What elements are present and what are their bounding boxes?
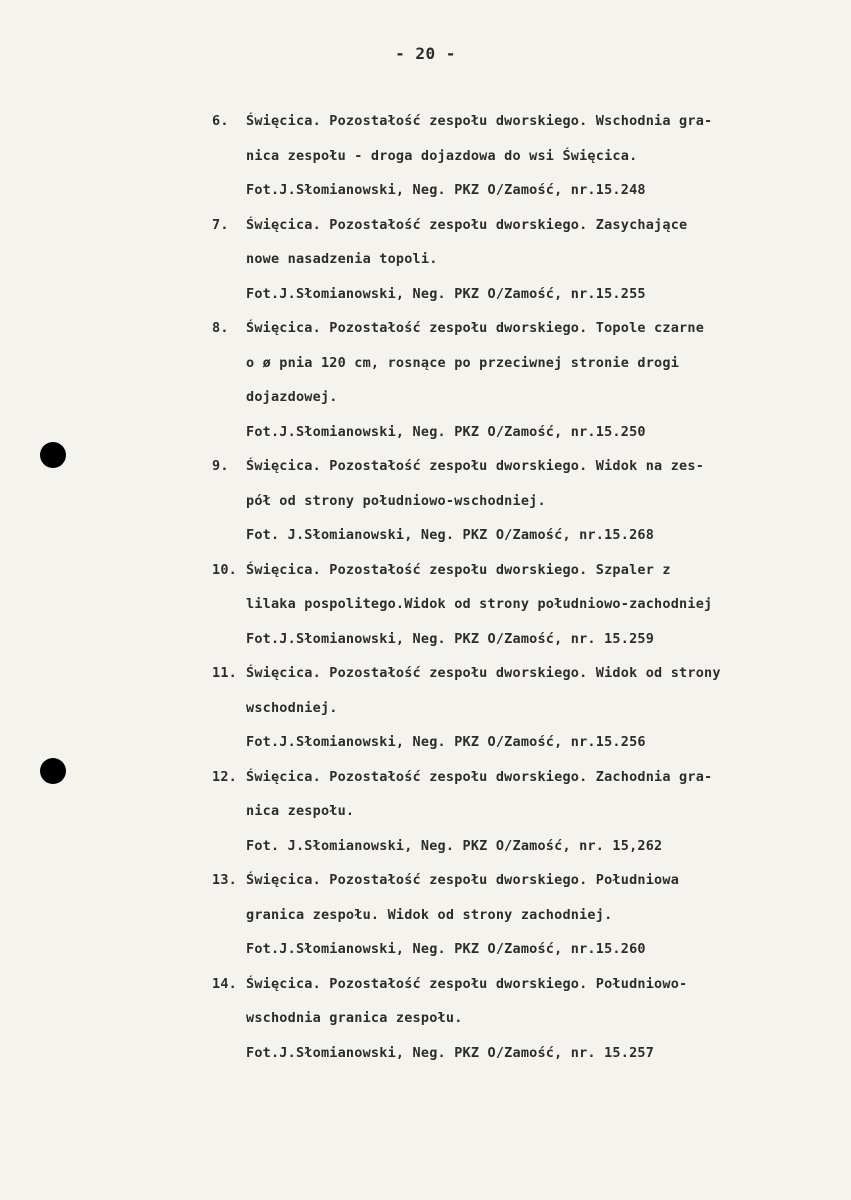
entry-number: 14. — [212, 975, 237, 992]
entry-first-line — [212, 863, 832, 898]
entry-text: Święcica. Pozostałość zespołu dworskiego. Południowa — [246, 872, 680, 888]
photo-caption-entry — [212, 104, 832, 208]
entry-continuation-line: Fot. J.Słomianowski, Neg. PKZ O/Zamość, nr.15.268 — [246, 527, 655, 543]
entry-first-line — [212, 656, 832, 691]
entry-text: Święcica. Pozostałość zespołu dworskiego. Zasychające — [246, 216, 688, 233]
photo-caption-entry — [212, 967, 832, 1071]
entry-first-line — [212, 311, 832, 346]
punch-hole-bottom — [40, 758, 66, 784]
entry-continuation-line: dojazdowej. — [246, 389, 338, 405]
entry-text: Święcica. Pozostałość zespołu dworskiego. Wschodnia gra- — [246, 113, 713, 129]
entry-continuation-line: Fot.J.Słomianowski, Neg. PKZ O/Zamość, nr.15.255 — [246, 285, 646, 302]
photo-caption-entry — [212, 760, 832, 864]
photo-caption-entry — [212, 863, 832, 967]
entry-continuation-line: Fot. J.Słomianowski, Neg. PKZ O/Zamość, nr. 15,262 — [246, 837, 663, 854]
entry-continuation-line: lilaka pospolitego.Widok od strony południowo-zachodniej — [246, 596, 713, 612]
entry-text: Święcica. Pozostałość zespołu dworskiego. Widok od strony — [246, 665, 721, 681]
entry-number: 11. — [212, 665, 237, 681]
entry-text: Święcica. Pozostałość zespołu dworskiego. Widok na zes- — [246, 458, 705, 474]
entry-number: 12. — [212, 768, 237, 785]
entry-continuation-line: Fot.J.Słomianowski, Neg. PKZ O/Zamość, nr. 15.257 — [246, 1044, 655, 1061]
entry-first-line — [212, 553, 832, 588]
photo-caption-entry — [212, 208, 832, 312]
punch-hole-top — [40, 442, 66, 468]
entry-text: Święcica. Pozostałość zespołu dworskiego. Topole czarne — [246, 320, 705, 336]
entry-number: 8. — [212, 320, 229, 336]
photo-caption-entry — [212, 311, 832, 449]
entry-number: 10. — [212, 561, 237, 578]
entry-continuation-line: Fot.J.Słomianowski, Neg. PKZ O/Zamość, nr. 15.259 — [246, 630, 655, 647]
entry-text: Święcica. Pozostałość zespołu dworskiego. Szpaler z — [246, 561, 671, 578]
entry-continuation-line: nowe nasadzenia topoli. — [246, 251, 438, 267]
entry-continuation-line: Fot.J.Słomianowski, Neg. PKZ O/Zamość, nr.15.256 — [246, 734, 646, 750]
entry-number: 13. — [212, 872, 237, 888]
entry-continuation-line: Fot.J.Słomianowski, Neg. PKZ O/Zamość, nr.15.260 — [246, 941, 646, 957]
photo-caption-list — [212, 104, 832, 1070]
entry-continuation-line: wschodniej. — [246, 699, 338, 716]
entry-text: Święcica. Pozostałość zespołu dworskiego. Południowo- — [246, 975, 688, 992]
page-number: - 20 - — [395, 44, 456, 63]
entry-first-line — [212, 760, 832, 795]
entry-first-line — [212, 208, 832, 243]
entry-continuation-line: nica zespołu. — [246, 803, 355, 819]
entry-first-line — [212, 104, 832, 139]
entry-first-line — [212, 967, 832, 1002]
entry-continuation-line: granica zespołu. Widok od strony zachodniej. — [246, 906, 613, 923]
entry-number: 7. — [212, 216, 229, 233]
photo-caption-entry — [212, 656, 832, 760]
entry-first-line — [212, 449, 832, 484]
entry-text: Święcica. Pozostałość zespołu dworskiego. Zachodnia gra- — [246, 768, 713, 785]
entry-continuation-line: Fot.J.Słomianowski, Neg. PKZ O/Zamość, nr.15.250 — [246, 423, 646, 440]
entry-continuation-line: nica zespołu - droga dojazdowa do wsi Święcica. — [246, 147, 638, 164]
entry-continuation-line: Fot.J.Słomianowski, Neg. PKZ O/Zamość, nr.15.248 — [246, 182, 646, 198]
photo-caption-entry — [212, 553, 832, 657]
entry-continuation-line: wschodnia granica zespołu. — [246, 1010, 463, 1026]
entry-number: 9. — [212, 458, 229, 474]
photo-caption-entry — [212, 449, 832, 553]
entry-continuation-line: o ø pnia 120 cm, rosnące po przeciwnej stronie drogi — [246, 354, 680, 371]
entry-number: 6. — [212, 113, 229, 129]
entry-continuation-line: pół od strony południowo-wschodniej. — [246, 492, 546, 509]
